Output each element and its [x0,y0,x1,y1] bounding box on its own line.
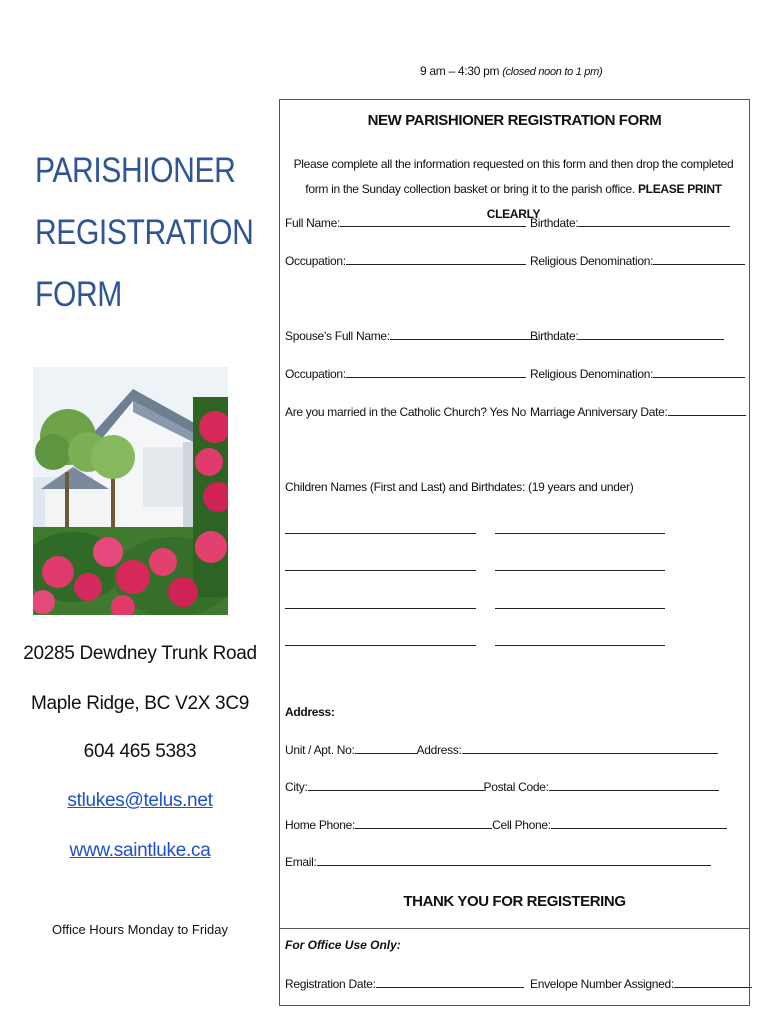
spouse-occupation-blank[interactable] [346,367,526,378]
child-birthdate-line[interactable] [495,570,665,571]
child-name-line[interactable] [285,570,476,571]
thank-you-message: THANK YOU FOR REGISTERING [403,893,626,910]
title-line: REGISTRATION [35,213,254,252]
unit-label: Unit / Apt. No: [285,743,355,757]
spouse-birthdate-field[interactable] [530,329,724,343]
child-name-line[interactable] [285,608,476,609]
city-blank[interactable] [308,780,484,791]
marriage-anniversary-field[interactable] [530,405,746,419]
address-blank[interactable] [462,743,718,754]
marriage-anniversary-blank[interactable] [668,405,746,416]
children-label: Children Names (First and Last) and Birthdates: (19 years and under) [285,480,634,494]
registration-date-label: Registration Date: [285,977,376,991]
envelope-number-label: Envelope Number Assigned: [530,977,674,991]
occupation-label: Occupation: [285,254,346,268]
registration-date-blank[interactable] [376,977,524,988]
registration-date-field[interactable] [285,977,524,991]
occupation-field[interactable] [285,254,526,268]
spouse-denomination-blank[interactable] [653,367,745,378]
postal-code-label: Postal Code: [483,780,549,794]
email-field[interactable] [285,855,711,869]
home-phone-label: Home Phone: [285,818,356,832]
spouse-denomination-label: Religious Denomination: [530,367,654,381]
religious-denomination-label: Religious Denomination: [530,254,654,268]
spouse-birthdate-label: Birthdate: [530,329,579,343]
religious-denomination-field[interactable] [530,254,745,268]
church-photo [33,367,228,615]
form-title: NEW PARISHIONER REGISTRATION FORM [367,112,662,129]
full-name-field[interactable] [285,216,526,230]
title-line: PARISHIONER [35,151,236,190]
spouse-occupation-label: Occupation: [285,367,346,381]
spouse-occupation-field[interactable] [285,367,526,381]
email-link[interactable]: stlukes@telus.net [67,790,213,811]
office-use-heading: For Office Use Only: [285,938,401,952]
spouse-name-field[interactable] [285,329,538,343]
birthdate-label: Birthdate: [530,216,579,230]
religious-denomination-blank[interactable] [653,254,745,265]
phone-number: 604 465 5383 [83,741,197,762]
full-name-blank[interactable] [340,216,526,227]
child-birthdate-line[interactable] [495,608,665,609]
office-hours-label: Office Hours Monday to Friday [51,922,229,937]
registration-form [279,99,750,1006]
address-heading: Address: [285,705,335,719]
home-phone-field[interactable] [285,818,727,832]
cell-phone-blank[interactable] [551,818,727,829]
marriage-anniversary-label: Marriage Anniversary Date: [530,405,668,419]
city-label: City: [285,780,308,794]
married-question[interactable]: Are you married in the Catholic Church? Yes No [285,405,527,419]
child-name-line[interactable] [285,645,476,646]
hours-main: 9 am – 4:30 pm [420,64,500,78]
child-birthdate-line[interactable] [495,533,665,534]
birthdate-field[interactable] [530,216,730,230]
hours-note: (closed noon to 1 pm) [502,66,603,78]
unit-field[interactable] [285,743,718,757]
city-field[interactable] [285,780,719,794]
church-illustration [33,367,228,615]
email-label: Email: [285,855,317,869]
full-name-label: Full Name: [285,216,341,230]
child-birthdate-line[interactable] [495,645,665,646]
instructions-text: Please complete all the information requested on this form and then drop the completed form in the Sunday collection basket or bring it to the parish office. [293,157,734,196]
website-link[interactable]: www.saintluke.ca [69,840,211,861]
postal-code-blank[interactable] [549,780,719,791]
instructions-emphasis: PLEASE PRINT CLEARLY [486,182,722,221]
envelope-number-field[interactable] [530,977,752,991]
occupation-blank[interactable] [346,254,526,265]
address-label: Address: [416,743,462,757]
spouse-denomination-field[interactable] [530,367,745,381]
office-hours-header [420,64,602,78]
spouse-name-blank[interactable] [390,329,538,340]
email-blank[interactable] [317,855,711,866]
office-use-divider [279,928,750,929]
city-address: Maple Ridge, BC V2X 3C9 [30,693,250,714]
unit-blank[interactable] [355,743,417,754]
street-address: 20285 Dewdney Trunk Road [23,643,257,664]
title-line: FORM [35,275,122,314]
home-phone-blank[interactable] [355,818,492,829]
cell-phone-label: Cell Phone: [492,818,551,832]
birthdate-blank[interactable] [578,216,730,227]
child-name-line[interactable] [285,533,476,534]
spouse-birthdate-blank[interactable] [578,329,724,340]
envelope-number-blank[interactable] [674,977,752,988]
spouse-name-label: Spouse’s Full Name: [285,329,390,343]
page-title [35,140,253,326]
